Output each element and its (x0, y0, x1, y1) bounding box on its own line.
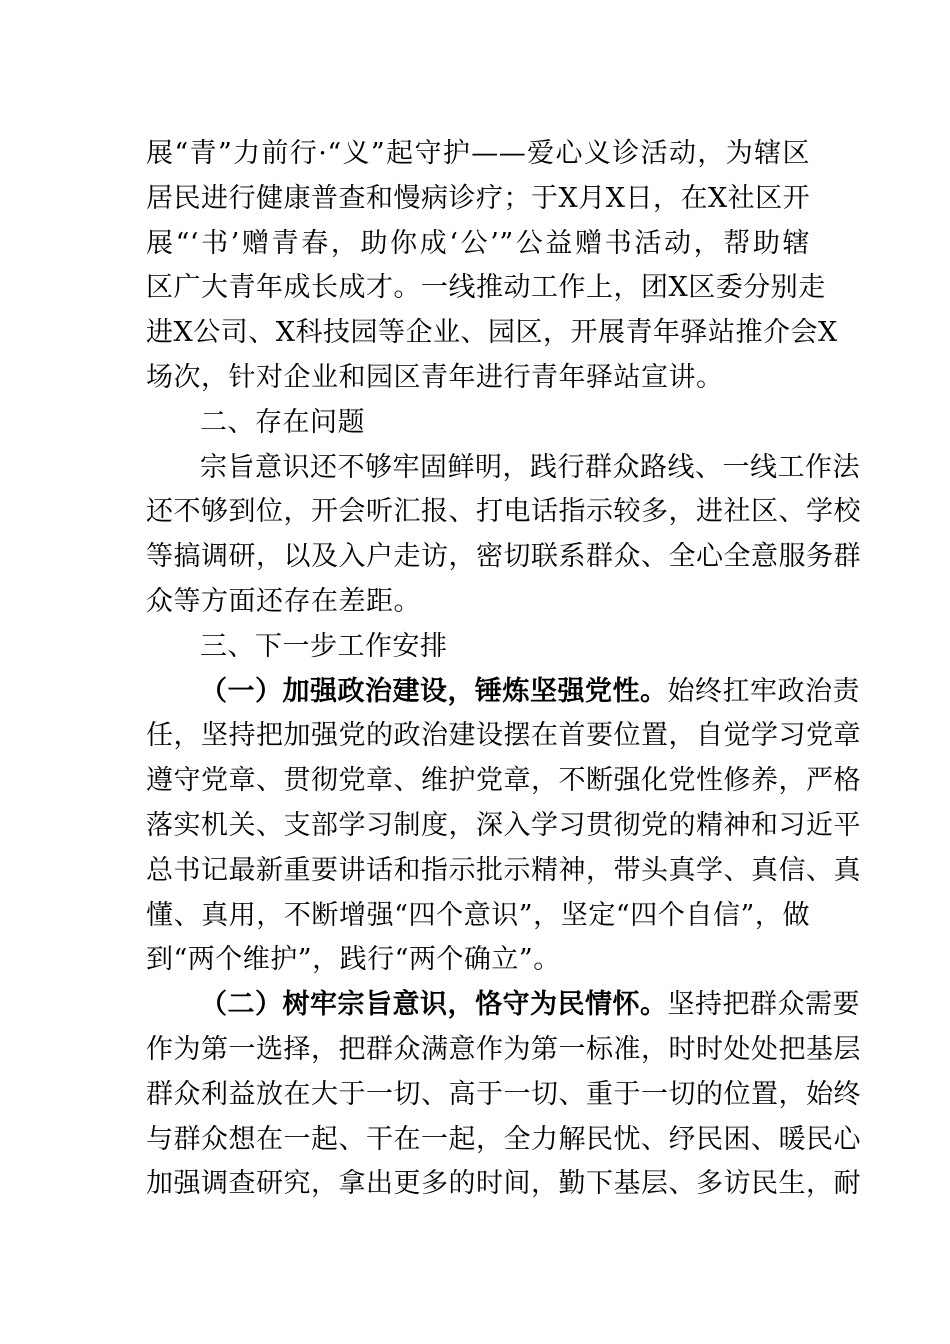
text-line: 到“两个维护”，践行“两个确立”。 (146, 944, 561, 976)
item-lead-political: （一）加强政治建设，锤炼坚强党性。 (200, 675, 668, 707)
text-line: 加强调查研究，拿出更多的时间，勤下基层、多访民生，耐 (146, 1168, 861, 1200)
text-line: 任，坚持把加强党的政治建设摆在首要位置，自觉学习党章 (146, 720, 861, 752)
text-line: 落实机关、支部学习制度，深入学习贯彻党的精神和习近平 (146, 809, 861, 841)
text-line: 懂、真用，不断增强“四个意识”，坚定“四个自信”，做 (146, 899, 810, 931)
text-line: 遵守党章、贯彻党章、维护党章，不断强化党性修养，严格 (146, 765, 861, 797)
document-body (146, 132, 861, 1207)
text-line: 居民进行健康普查和慢病诊疗；于X月X日，在X社区开 (146, 182, 811, 214)
text-line: 总书记最新重要讲话和指示批示精神，带头真学、真信、真 (146, 854, 861, 886)
text-line: 作为第一选择，把群众满意作为第一标准，时时处处把基层 (146, 1033, 861, 1065)
section-heading-problems: 二、存在问题 (200, 406, 365, 438)
text-line (146, 983, 860, 1028)
text-line: 区广大青年成长成才。一线推动工作上，团X区委分别走 (146, 272, 826, 304)
text-line: 展“青”力前行·“义”起守护——爱心义诊活动，为辖区 (146, 138, 810, 169)
item-first-rest: 坚持把群众需要 (667, 989, 860, 1021)
text-line: 宗旨意识还不够牢固鲜明，践行群众路线、一线工作法 (200, 451, 860, 483)
text-line: 还不够到位，开会听汇报、打电话指示较多，进社区、学校 (146, 496, 861, 528)
text-line: 群众利益放在大于一切、高于一切、重于一切的位置，始终 (146, 1078, 861, 1110)
text-line: 展“‘书’赠青春，助你成‘公’”公益赠书活动，帮助辖 (146, 227, 810, 259)
item-lead-purpose: （二）树牢宗旨意识，恪守为民情怀。 (200, 989, 668, 1021)
text-line: 进X公司、X科技园等企业、园区，开展青年驿站推介会X (146, 317, 838, 349)
text-line: 场次，针对企业和园区青年进行青年驿站宣讲。 (146, 361, 724, 393)
text-line: 众等方面还存在差距。 (146, 585, 421, 617)
item-first-rest: 始终扛牢政治责 (667, 675, 860, 707)
text-line (146, 670, 860, 715)
text-line: 与群众想在一起、干在一起，全力解民忧、纾民困、暖民心 (146, 1123, 861, 1155)
section-heading-next-steps: 三、下一步工作安排 (200, 630, 448, 662)
text-line: 等搞调研，以及入户走访，密切联系群众、全心全意服务群 (146, 541, 861, 573)
